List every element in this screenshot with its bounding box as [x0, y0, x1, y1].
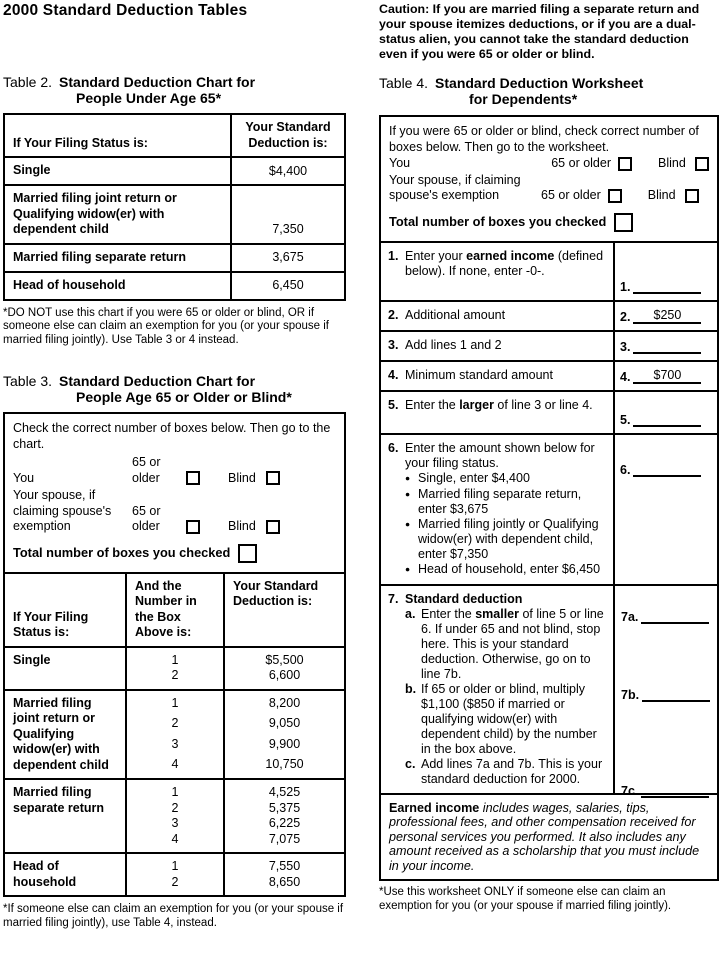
table3-row — [5, 646, 344, 689]
filing-option: Married filing separate return, enter $3,675 — [418, 486, 582, 516]
older-label: 65 or older — [551, 156, 611, 170]
table3 — [3, 412, 346, 897]
you-label: You — [13, 470, 35, 485]
table4-title-line1: Standard Deduction Worksheet — [435, 75, 644, 91]
checkbox-total-boxes[interactable] — [614, 213, 633, 232]
table3-caption — [3, 373, 346, 405]
you-label: You — [389, 156, 411, 170]
blind-label: Blind — [658, 156, 686, 170]
spouse-label: Your spouse, if claiming spouse's exemption — [13, 488, 112, 533]
amount-cell: 6,450 — [272, 278, 304, 292]
amount-cell: 7,350 — [272, 222, 304, 236]
table3-footnote: *If someone else can claim an exemption for you (or your spouse if married filing jointly), use Table 4, instead. — [3, 903, 344, 929]
table3-grid — [5, 572, 344, 896]
line7-description: 7. Standard deduction a. Enter the smaller of line 5 or line 6. If under 65 and not blind, stop here. This is your standard deduction. Otherwise, go on to line 7b. b. If 65 or older or blind, multiply $1,100 ($850 if married or qualifying widow(er) with dependent child) by the number in the box above. c. Add lines 7a and 7b. This is your standard deduction for 2000. — [381, 586, 615, 793]
table4-title-line2: for Dependents* — [469, 91, 578, 107]
table2-col-deduction-header: Your Standard Deduction is: — [245, 120, 331, 150]
earned-income-term: Earned income — [389, 800, 480, 815]
left-column — [3, 2, 346, 930]
table2-caption — [3, 74, 346, 106]
amounts-cell: 7,550 8,650 — [268, 859, 301, 889]
bullet-icon — [405, 517, 418, 562]
checkbox-you-older[interactable] — [618, 157, 632, 171]
amount-cell: $4,400 — [268, 163, 308, 178]
line-number: 2. — [388, 307, 399, 322]
table3-row — [5, 689, 344, 779]
line1-entry-cell: 1. — [615, 243, 717, 300]
table3-title-line2: People Age 65 or Older or Blind* — [76, 389, 292, 405]
table4-title — [435, 75, 643, 107]
table2-row — [5, 156, 344, 184]
table3-checkbox-intro: Check the correct number of boxes below. Then go to the chart. — [13, 421, 331, 451]
line4-entry-cell: 4. $700 — [615, 362, 717, 390]
worksheet-row-6 — [381, 433, 717, 584]
worksheet-row-5 — [381, 390, 717, 433]
table4-label: Table 4. — [379, 75, 429, 91]
table2-row — [5, 271, 344, 299]
table4-checkbox-section — [381, 117, 717, 243]
table3-checkbox-section — [5, 414, 344, 572]
table3-col-deduction-header: Your Standard Deduction is: — [233, 578, 319, 608]
table2-row — [5, 243, 344, 271]
bullet-icon — [405, 487, 418, 517]
earned-income-definition — [381, 793, 717, 880]
checkbox-total-boxes[interactable] — [238, 544, 257, 563]
table2-col-status-header: If Your Filing Status is: — [5, 115, 232, 156]
entry-line-7b[interactable] — [642, 686, 710, 702]
entry-line-4[interactable]: $700 — [633, 368, 701, 384]
entry-line-7c[interactable] — [641, 782, 709, 798]
entry-line-5[interactable] — [633, 411, 701, 427]
table4-footnote: *Use this worksheet ONLY if someone else can claim an exemption for you (or your spouse if married filing jointly). — [379, 886, 672, 912]
line2-entry-cell: 2. $250 — [615, 302, 717, 330]
table2-title-line2: People Under Age 65* — [76, 90, 222, 106]
worksheet-row-2 — [381, 300, 717, 330]
status-cell: Married filing joint return or Qualifying widow(er) with dependent child — [5, 691, 127, 779]
blind-label: Blind — [228, 519, 256, 533]
filing-option: Married filing jointly or Qualifying widow(er) with dependent child, enter $7,350 — [418, 516, 599, 561]
table4-checkbox-intro: If you were 65 or older or blind, check correct number of boxes below. Then go to the worksheet. — [389, 124, 699, 154]
older-label: 65 or older — [132, 503, 161, 533]
table4-you-row — [389, 156, 709, 172]
blind-label: Blind — [647, 188, 676, 202]
right-column — [379, 2, 719, 913]
status-cell: Married filing separate return — [5, 245, 232, 271]
table3-spouse-row — [13, 488, 336, 535]
numbers-cell: 1 2 3 4 — [127, 691, 225, 779]
table3-label: Table 3. — [3, 373, 53, 389]
table2 — [3, 113, 346, 301]
checkbox-spouse-older[interactable] — [608, 189, 622, 203]
checkbox-spouse-blind[interactable] — [266, 520, 280, 534]
line3-description: 3. Add lines 1 and 2 — [381, 332, 615, 360]
line5-entry-cell: 5. — [615, 392, 717, 433]
amount-cell: 3,675 — [272, 250, 304, 264]
status-cell: Married filing joint return or Qualifying widow(er) with dependent child — [5, 186, 232, 243]
status-cell: Head of household — [5, 273, 232, 299]
table2-header-row — [5, 115, 344, 156]
blind-label: Blind — [228, 470, 256, 485]
checkbox-you-blind[interactable] — [266, 471, 280, 485]
total-boxes-label: Total number of boxes you checked — [13, 545, 231, 561]
table4-total-row — [389, 213, 709, 232]
line6-description: 6. Enter the amount shown below for your filing status. ● Single, enter $4,400 ● Married filing separate return, enter $3,675 ● Married filing jointly or Qualifying widow(er) with dependent child, enter $7,350 ● Head of household, enter $6,450 — [381, 435, 615, 584]
entry-line-3[interactable] — [633, 338, 701, 354]
bullet-icon — [405, 562, 418, 578]
table2-title-line1: Standard Deduction Chart for — [59, 74, 256, 90]
status-cell: Head of household — [5, 854, 127, 895]
numbers-cell: 1 2 — [127, 854, 225, 895]
numbers-cell: 1 2 — [127, 648, 225, 689]
table4-worksheet — [379, 115, 719, 881]
entry-line-6[interactable] — [633, 461, 701, 477]
line-number: 6. — [388, 440, 399, 455]
table3-row — [5, 852, 344, 895]
line6-entry-cell: 6. — [615, 435, 717, 584]
line-number: 7. — [388, 591, 399, 606]
worksheet-row-3 — [381, 330, 717, 360]
filing-option: Head of household, enter $6,450 — [418, 561, 601, 576]
table3-col-status-header: If Your Filing Status is: — [5, 574, 127, 646]
spouse-label: Your spouse, if claiming spouse's exemption — [389, 172, 521, 202]
line5-description: 5. Enter the larger of line 3 or line 4. — [381, 392, 615, 433]
table2-footnote: *DO NOT use this chart if you were 65 or older or blind, OR if someone else can claim an exemption for you (or your spouse if married filing jointly). Use Table 3 or 4 instead. — [3, 306, 329, 346]
line-number: 4. — [388, 367, 399, 382]
table3-header-row — [5, 574, 344, 646]
line7-entry-cell: 7a. 7b. 7c. — [615, 586, 717, 793]
table3-col-number-header: And the Number in the Box Above is: — [127, 574, 225, 646]
table3-total-row — [13, 544, 336, 563]
table4-caption — [379, 75, 719, 107]
table2-row — [5, 184, 344, 243]
older-label: 65 or older — [541, 188, 601, 202]
page-title: 2000 Standard Deduction Tables — [3, 2, 248, 19]
checkbox-spouse-blind[interactable] — [685, 189, 699, 203]
worksheet-row-1 — [381, 243, 717, 300]
amounts-cell: 4,525 5,375 6,225 7,075 — [268, 785, 301, 846]
older-label: 65 or older — [132, 455, 161, 485]
entry-line-2[interactable]: $250 — [633, 308, 701, 324]
entry-line-7a[interactable] — [641, 608, 709, 624]
line2-description: 2. Additional amount — [381, 302, 615, 330]
line1-description: 1. Enter your earned income (defined below). If none, enter -0-. — [381, 243, 615, 300]
status-cell: Married filing separate return — [5, 780, 127, 852]
numbers-cell: 1 2 3 4 — [127, 780, 225, 852]
checkbox-you-blind[interactable] — [695, 157, 709, 171]
status-cell: Single — [5, 158, 232, 184]
table3-title — [59, 373, 292, 405]
table3-you-row — [13, 455, 336, 486]
line-number: 3. — [388, 337, 399, 352]
caution-note: Caution: If you are married filing a separate return and your spouse itemizes deductions, or if you are a dual-status alien, you cannot take the standard deduction even if you were 65 or older or blind. — [379, 2, 700, 61]
bullet-icon — [405, 471, 418, 487]
table4-spouse-row — [389, 173, 709, 204]
table3-row — [5, 778, 344, 852]
checkbox-spouse-older[interactable] — [186, 520, 200, 534]
table2-title — [59, 74, 255, 106]
total-boxes-label: Total number of boxes you checked — [389, 214, 607, 230]
worksheet-row-4 — [381, 360, 717, 390]
filing-option: Single, enter $4,400 — [418, 470, 530, 485]
line-number: 5. — [388, 397, 399, 412]
earned-income-text: includes wages, salaries, tips, professional fees, and other compensation received for personal services you performed. It also includes any amount received as a scholarship that you must include in your income. — [389, 800, 700, 873]
line4-description: 4. Minimum standard amount — [381, 362, 615, 390]
entry-line-1[interactable] — [633, 278, 701, 294]
table3-title-line1: Standard Deduction Chart for — [59, 373, 256, 389]
line3-entry-cell: 3. — [615, 332, 717, 360]
amounts-cell: 8,200 9,050 9,900 10,750 — [265, 695, 304, 772]
status-cell: Single — [5, 648, 127, 689]
line7-heading: Standard deduction — [405, 591, 523, 606]
line-number: 1. — [388, 248, 399, 263]
table2-label: Table 2. — [3, 74, 53, 90]
checkbox-you-older[interactable] — [186, 471, 200, 485]
amounts-cell: $5,500 6,600 — [265, 652, 304, 682]
worksheet-row-7 — [381, 584, 717, 798]
